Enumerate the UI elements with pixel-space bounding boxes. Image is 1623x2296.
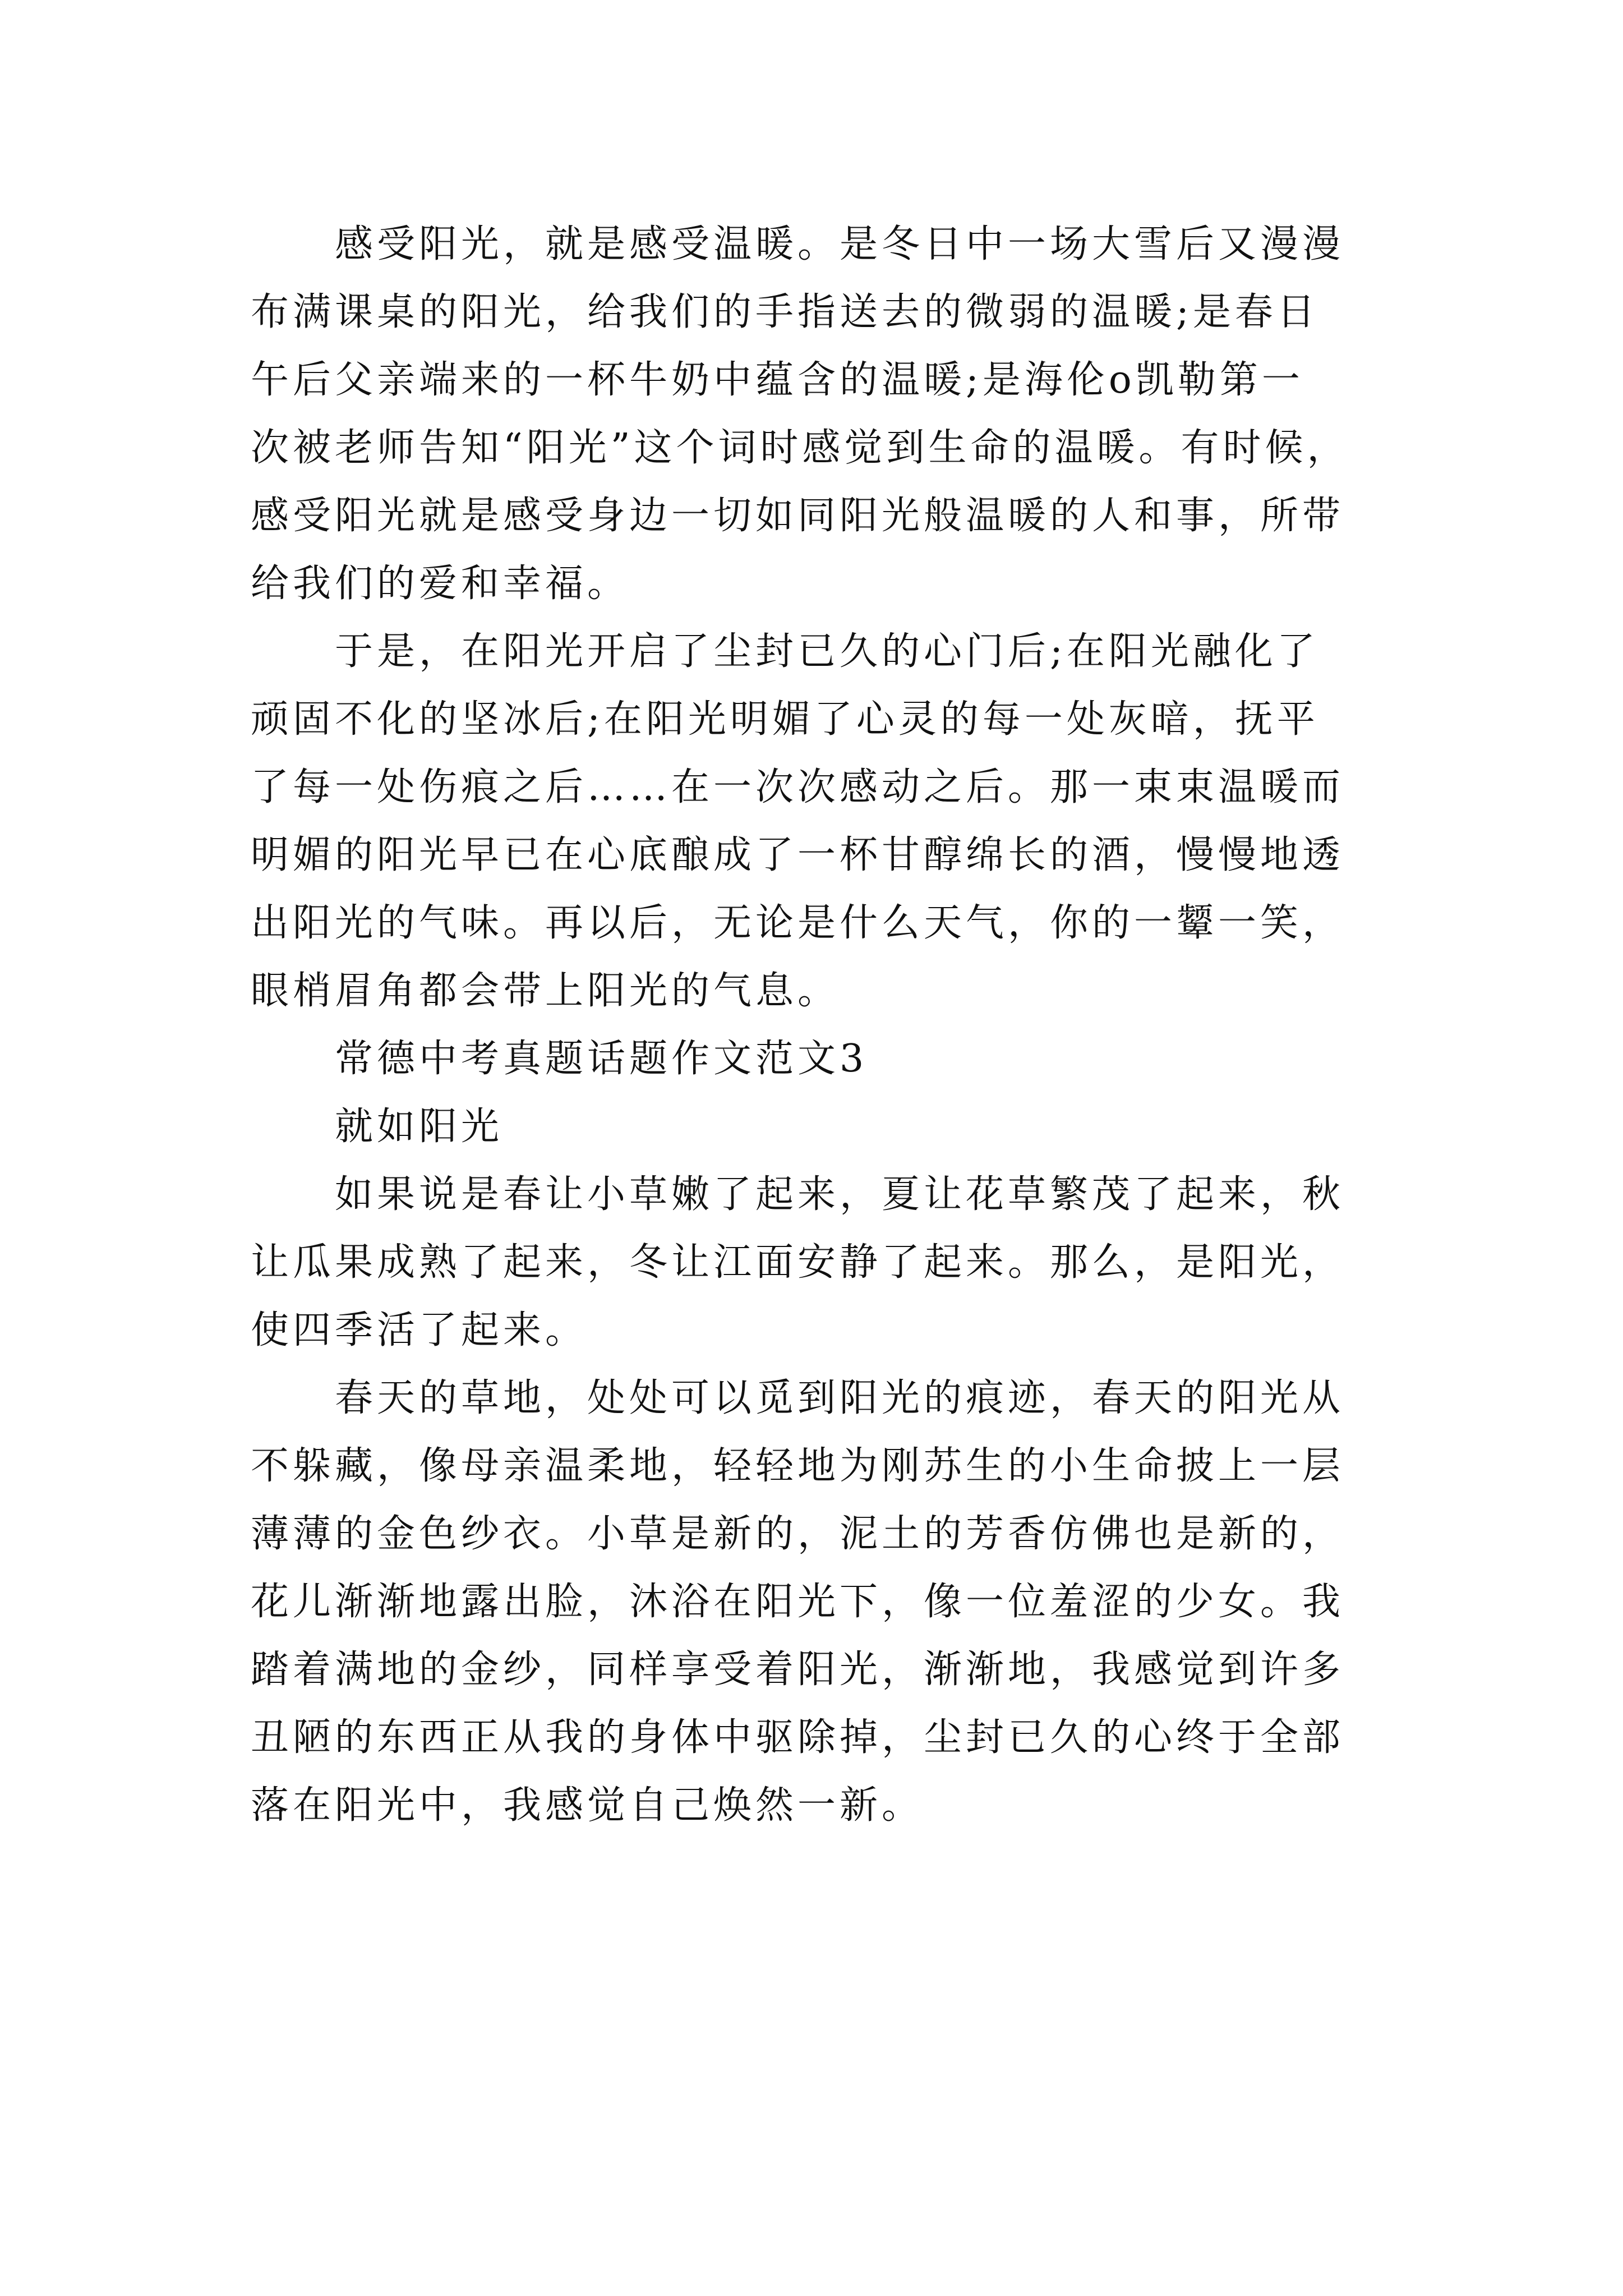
text-line: 踏着满地的金纱，同样享受着阳光，渐渐地，我感觉到许多 [251,1648,1345,1692]
text-line: 出阳光的气味。再以后，无论是什么天气，你的一颦一笑， [251,901,1345,945]
text-line: 次被老师告知“阳光”这个词时感觉到生命的温暖。有时候， [251,426,1349,470]
title-line: 就如阳光 [335,1105,504,1149]
paragraph-4 [251,1364,1384,1839]
text-line: 眼梢眉角都会带上阳光的气息。 [251,969,840,1013]
text-line: 丑陋的东西正从我的身体中驱除掉，尘封已久的心终于全部 [251,1715,1345,1760]
heading-line: 常德中考真题话题作文范文3 [335,1037,868,1081]
text-line: 明媚的阳光早已在心底酿成了一杯甘醇绵长的酒，慢慢地透 [251,833,1345,877]
text-line: 感受阳光就是感受身边一切如同阳光般温暖的人和事，所带 [251,494,1345,538]
essay-title [251,1093,1384,1161]
text-line: 薄薄的金色纱衣。小草是新的，泥土的芳香仿佛也是新的， [251,1512,1345,1556]
text-line: 于是，在阳光开启了尘封已久的心门后;在阳光融化了 [335,629,1319,674]
text-line: 感受阳光，就是感受温暖。是冬日中一场大雪后又漫漫 [335,222,1345,266]
text-line: 了每一处伤痕之后……在一次次感动之后。那一束束温暖而 [251,765,1345,809]
text-line: 顽固不化的坚冰后;在阳光明媚了心灵的每一处灰暗，抚平 [251,697,1319,742]
text-line: 午后父亲端来的一杯牛奶中蕴含的温暖;是海伦o凯勒第一 [251,358,1304,402]
text-line: 让瓜果成熟了起来，冬让江面安静了起来。那么，是阳光， [251,1240,1345,1285]
text-line: 给我们的爱和幸福。 [251,562,630,606]
paragraph-2 [251,618,1384,1025]
paragraph-1 [251,210,1384,618]
text-line: 春天的草地，处处可以觅到阳光的痕迹，春天的阳光从 [335,1376,1345,1420]
text-line: 布满课桌的阳光，给我们的手指送去的微弱的温暖;是春日 [251,290,1319,334]
text-line: 花儿渐渐地露出脸，沐浴在阳光下，像一位羞涩的少女。我 [251,1580,1345,1624]
text-line: 使四季活了起来。 [251,1308,588,1352]
text-line: 如果说是春让小草嫩了起来，夏让花草繁茂了起来，秋 [335,1172,1345,1217]
text-line: 不躲藏，像母亲温柔地，轻轻地为刚苏生的小生命披上一层 [251,1444,1345,1488]
paragraph-3 [251,1161,1384,1364]
document-body [251,210,1384,1839]
section-heading [251,1025,1384,1093]
text-line: 落在阳光中，我感觉自己焕然一新。 [251,1783,924,1828]
